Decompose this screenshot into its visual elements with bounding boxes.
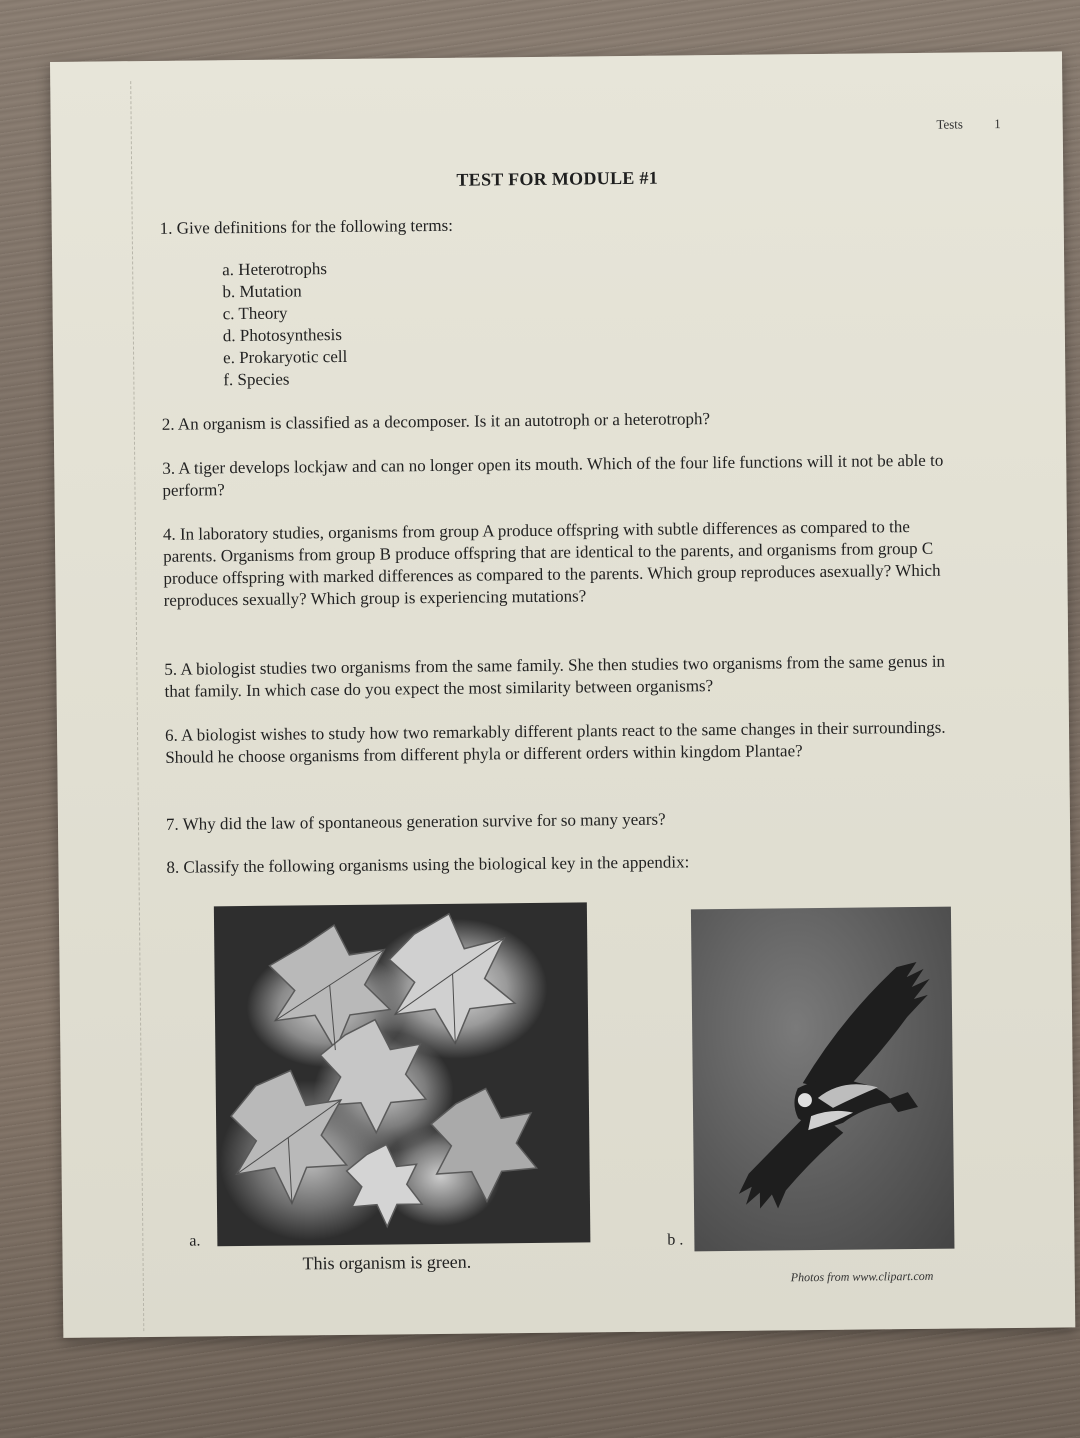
term-item: a. Heterotrophs (222, 259, 328, 280)
figure-b-label: b . (667, 1231, 684, 1249)
question-2: 2. An organism is classified as a decomposer. Is it an autotroph or a heterotroph? (161, 409, 711, 434)
header-section: Tests (936, 116, 964, 132)
binding-perforation (130, 81, 144, 1331)
term-item: f. Species (223, 369, 290, 390)
question-4: 4. In laboratory studies, organisms from group A produce offspring with subtle differences as compared to the parents. Organisms from group B produce offspring that are identical to the parents, and organisms from group C produce offspring with marked differences as compared to the parents. Which group reproduces asexually? Which reproduces sexually? Which group is experiencing mutations? (162, 517, 941, 610)
page-title: TEST FOR MODULE #1 (456, 167, 659, 190)
question-1-terms (222, 258, 348, 391)
page-header (908, 116, 1000, 133)
question-8: 8. Classify the following organisms using the biological key in the appendix: (166, 852, 690, 877)
figure-a-label: a. (189, 1232, 201, 1250)
question-6: 6. A biologist wishes to study how two remarkably different plants react to the same changes in their surroundings. Should he choose organisms from different phyla or different orders within kingdom Plantae? (164, 717, 946, 767)
question-3: 3. A tiger develops lockjaw and can no longer open its mouth. Which of the four life functions will it not be able to perform? (162, 450, 944, 500)
bird-photo (691, 907, 955, 1252)
question-7: 7. Why did the law of spontaneous generation survive for so many years? (165, 809, 666, 834)
term-item: e. Prokaryotic cell (223, 346, 348, 368)
term-item: d. Photosynthesis (222, 324, 342, 346)
photo-credit: Photos from www.clipart.com (790, 1268, 934, 1285)
question-1: 1. Give definitions for the following terms: (159, 215, 454, 238)
leaves-photo (214, 902, 591, 1246)
page-number: 1 (994, 116, 1001, 132)
question-5: 5. A biologist studies two organisms from the same family. She then studies two organisms from the same genus in that family. In which case do you expect the most similarity between organisms? (164, 651, 946, 701)
term-item: c. Theory (222, 303, 288, 324)
figure-a-caption: This organism is green. (302, 1251, 472, 1274)
term-item: b. Mutation (222, 281, 302, 302)
test-page (50, 51, 1075, 1338)
